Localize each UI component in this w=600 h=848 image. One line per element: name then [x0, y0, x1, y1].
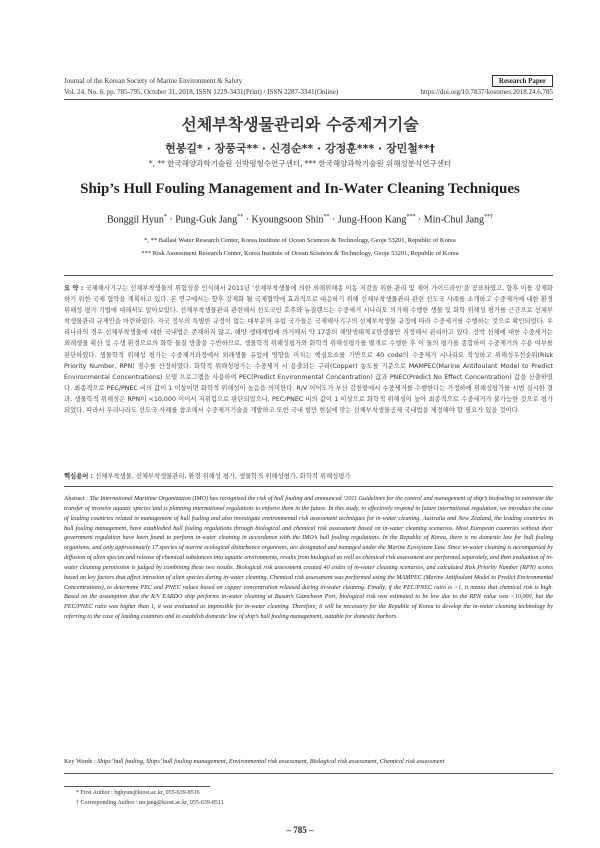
author-name: Pung-Guk Jang — [175, 214, 238, 226]
abstract-english-label: Abstract : — [64, 496, 90, 502]
journal-name: Journal of the Korean Society of Marine Environment & Safety — [64, 77, 243, 85]
author-mark: * — [163, 214, 167, 220]
abstract-english-text: The International Maritime Organization (IMO) has recognized the risk of hull fouling and announced ‘2011 Guidelines for the control and management of ship’s biofouling to minimize the transfer of invasive aquatic species’and is planning international regulations to enforce them in the future. In this study, to effectively respond to future international regulation, we introduce the case of leading countries related to management of hull fouling and also investigate environmental risk assessment techniques for in-water cleaning. Australia and New Zealand, the leading countries in hull fouling management, have established hull fouling regulations through biological and chemical risk assessment based on in-water cleaning scenarios. Most European countries without their government regulation have been found to perform in-water cleaning in accordance with the IMO’s hull fouling regulations. In the Republic of Korea, there is no domestic law for hull fouling organisms, and only approximately 17 species of marine ecological disturbance organisms, are designated and managed under the Marine Ecosystem Law. Since in-water cleaning is accompanied by diffusion of alien species and release of chemical substances into aquatic environments, results from biological as well as chemical risk assessment are performed separately, and then evaluation of in-water cleaning permission is judged by combining these two results. Biological risk assessment created 40 codes of in-water cleaning scenarios, and calculated Risk Priority Number (RPN) scores based on key factors that affect intrusion of alien species during in-water cleaning. Chemical risk assessment was performed using the MAMPEC (Marine Antifoulant Model to Predict Environmental Concentrations), to determine PEC and PNEC values based on copper concentration released during in-water cleaning. Finally, if the PEC/PNEC ratio is >1, it means that chemical risk is high. Based on the assumption that the R/V EARDO ship performs in-water cleaning at Busan’s Gamcheon Port, biological risk was estimated to be low due to the RPN value was <10,000, but the PEC/PNEC ratio was higher than 1, it was evaluated as impossible for in-water cleaning. Therefore, it will be necessary for the Republic of Korea to develop the in-water cleaning technology by referring to the case of leading countries and to establish domestic law of ship’s hull fouling management, suitable for domestic harbors. — [64, 496, 553, 621]
keywords-english — [64, 758, 553, 765]
abstract-korean-label: 요 약 : — [64, 285, 86, 292]
doi-link[interactable]: https://doi.org/10.7837/kosomes.2018.24.6.785 — [420, 88, 553, 96]
affiliation-english-1: *, ** Ballast Water Research Center, Korea Institute of Ocean Sciences & Technology, Geoje 53201, Republic of Korea — [144, 237, 456, 244]
author-separator: · — [166, 214, 176, 226]
volume-info: Vol. 24, No. 6, pp. 785-795, October 31, 2018, ISSN 1229-3431(Print) / ISSN 2287-3341(Online) — [64, 88, 339, 96]
title-english: Ship’s Hull Fouling Management and In-Water Cleaning Techniques — [80, 181, 520, 197]
abstract-bottom-rule — [64, 773, 553, 774]
author-mark: ** — [323, 214, 330, 220]
keywords-korean-text: 선체부착생물, 선체부착생물관리, 환경 위해성 평가, 생물학적 위해성평가, 화학적 위해성평가 — [95, 473, 351, 480]
affiliation-english-2: *** Risk Assessment Research Center, Korea Institute of Ocean Sciences & Technology, Geoje 53201, Republic of Korea — [141, 250, 459, 257]
author-name: Bonggil Hyun — [106, 214, 164, 226]
keywords-korean-label: 핵심용어 : — [64, 473, 96, 480]
author-separator: · — [329, 214, 338, 226]
abstract-top-rule — [64, 275, 553, 276]
author-mark: ** — [237, 214, 244, 220]
abstract-english — [64, 495, 553, 623]
author-mark: **† — [484, 214, 494, 220]
title-korean: 선체부착생물관리와 수중제거기술 — [181, 115, 419, 134]
author-separator: · — [415, 214, 424, 226]
keywords-english-text: Ships’ hull fouling, Ships’ hull fouling management, Environmental risk assessment, Biological risk assessment, Chemical risk assessment — [97, 758, 445, 765]
footnote-corresponding-author: † Corresponding Author : mcjang@kiost.ac.kr, 055-639-8511 — [76, 800, 224, 806]
footnote-first-author: * First Author : bghyun@kiost.ac.kr, 055-639-8516 — [76, 790, 200, 796]
authors-korean: 현봉길* · 장풍국** · 신경순** · 강정훈*** · 장민철**† — [165, 142, 435, 155]
keywords-korean — [64, 471, 553, 480]
author-mark: *** — [406, 214, 416, 220]
abstract-korean — [64, 283, 553, 416]
affiliation-korean: *, ** 한국해양과학기술원 선박평형수연구센터, *** 한국해양과학기술원 위해성분석연구센터 — [148, 159, 452, 168]
abstract-korean-text: 국제해사기구는 선체부착생물의 위험성을 인식해서 2011년 ‘선체부착생물에 의한 외래위해종 이동 저감을 위한 관리 및 제어 가이드라인’을 공표하였고, 향후 이를 강제화하기 위한 국제 협약을 계획하고 있다. 본 연구에서는 향후 강제화 될 국제협약에 효과적으로 대응하기 위해 선체부착생물관리 관련 선도국 사례를 소개하고 수중제거에 대한 환경 위해성 평가 기법에 대해서도 알아보았다. 선체부착생물관리 관련해서 선도국인 호주와 뉴질랜드는 수중세거 시나리오 의거해 수행한 생물 및 화학 위해성 평가를 근간으로 선체부착생물관리 규제안을 마련하였다. 자국 정부의 특별한 규정이 없는 대부분의 유럽 국가들은 국제해사기구의 선체부착생물 규정에 따라 수중세거를 수행하는 것으로 확인되었다. 우리나라의 경우 선체부착생물에 대한 국내법은 존재하지 않고, 해양 생태계법에 의거해서 약 17종의 해양생태계교란생물만 지정해서 관리하고 있다. 전박 선체에 대한 수중세거는 외래생물 확산 및 수생 환경으로의 화학 물질 방출을 수반하므로, 생물학적 위해성평가와 화학적 위해성평가를 별개로 수행한 후 이 둘의 평가를 종합하여 수중제거의 수용 여부를 판단하였다. 생물학적 위해성 평가는 수중제거과정에서 외래생물 유입에 영향을 미치는 핵심요소를 기반으로 40 code의 수중제거 시나리오 작성하고 위해성우선순위(Risk Priority Number, RPN) 점수를 산정하였다. 화학적 위해성평가는 수중세거 시 용출되는 구리(Copper) 농도를 기준으로 MAMPEC(Marine Antifoulant Model to Predict Environmental Concentrations) 모델 프로그램을 사용하여 PEC(Predict Environmental Concentration) 값과 PNEC(Predict No Effect Concentration) 값을 산출하였다. 최종적으로 PEC/PNEC 비의 값이 1 이상이면 화학적 위해성이 높음을 의미한다. R/V 이어도가 부산 감천항에서 수중세거를 수행한다는 가정하에 위해성평가를 시범 실시한 결과, 생물학적 위해성은 RPN이 <10,000 이어서 저위험으로 판단되었으나, PEC/PNEC 비의 값이 1 이상으로 화학적 위해성이 높아 최종적으로 수중세거가 불가능한 것으로 평가되었다. 따라서 우리나라도 선도국 사례를 참조해서 수중제거기술을 개발하고 또한 국내 항만 현실에 맞는 선체부착생물공제 국내법을 제정해야 할 필요가 있을 것이다. — [64, 285, 554, 415]
keywords-english-label: Key Words : — [64, 758, 98, 765]
footnote-rule — [64, 786, 210, 787]
article-type-badge: Research Paper — [492, 75, 553, 87]
author-name: Jung-Hoon Kang — [337, 214, 407, 226]
abstract-divider — [64, 486, 553, 487]
page-number: – 785 – — [286, 825, 314, 835]
header-rule — [64, 99, 553, 100]
author-separator: · — [243, 214, 252, 226]
author-name: Kyoungsoon Shin — [251, 214, 324, 226]
author-name: Min-Chul Jang — [423, 214, 485, 226]
authors-english — [0, 214, 600, 225]
